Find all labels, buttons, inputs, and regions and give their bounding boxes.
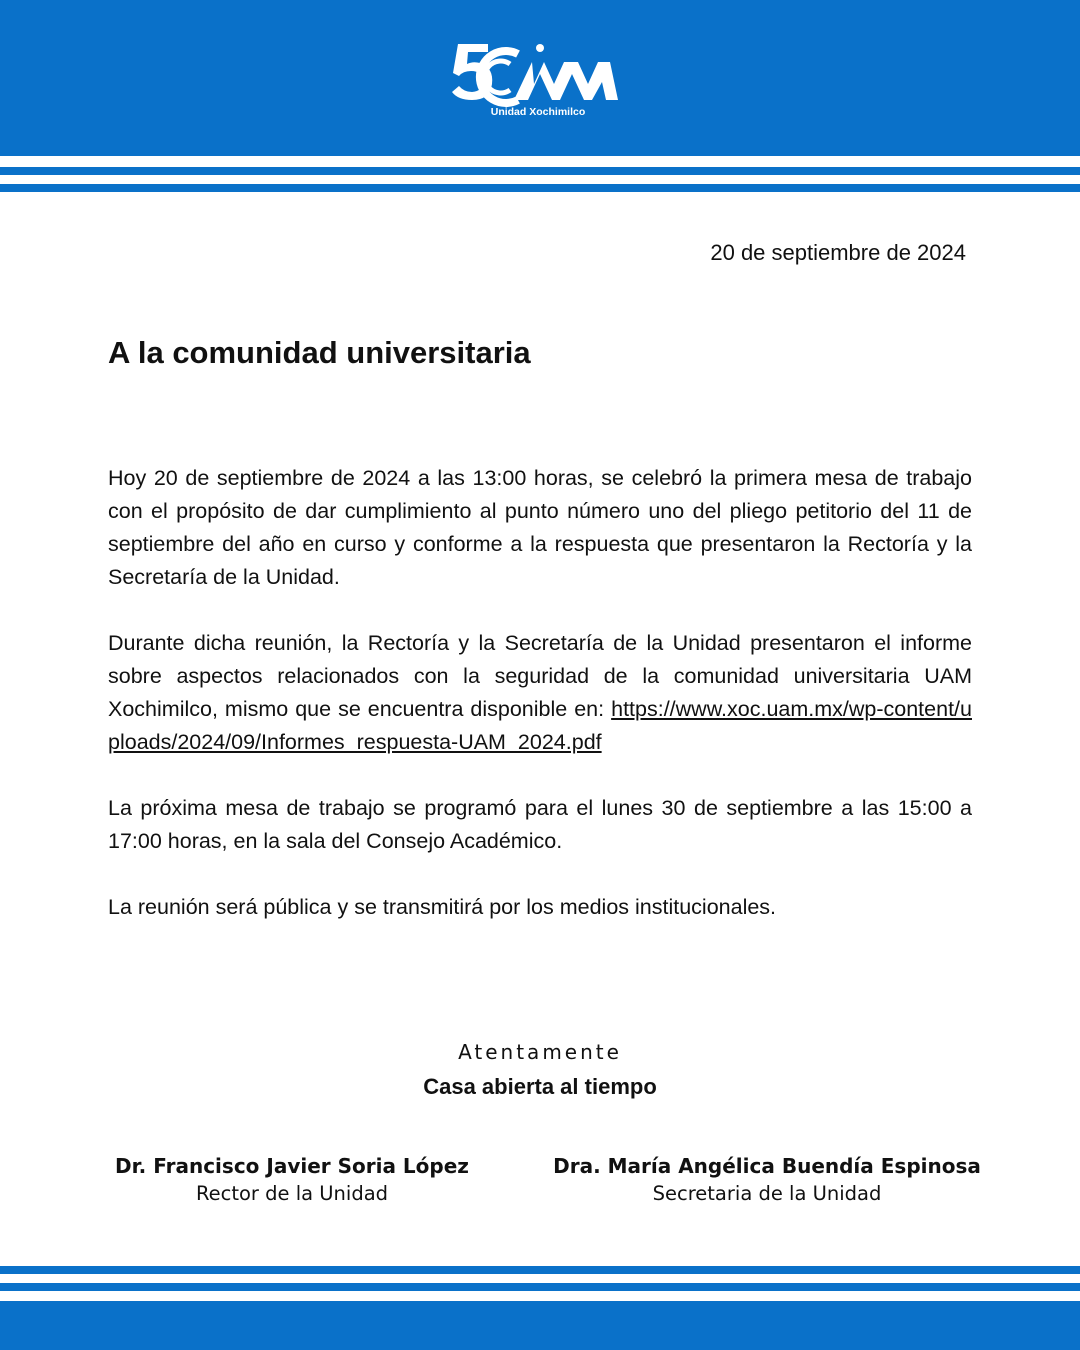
header-banner bbox=[0, 0, 1080, 156]
logo-caption: Unidad Xochimilco bbox=[490, 106, 586, 118]
closing-salutation: Atentamente bbox=[458, 1040, 622, 1064]
signature-rector bbox=[102, 1154, 482, 1205]
top-stripe-1 bbox=[0, 167, 1080, 175]
document-date: 20 de septiembre de 2024 bbox=[710, 240, 966, 265]
signature-role: Rector de la Unidad bbox=[195, 1182, 389, 1205]
signature-role: Secretaria de la Unidad bbox=[652, 1182, 882, 1205]
signature-name: Dra. María Angélica Buendía Espinosa bbox=[553, 1154, 981, 1178]
paragraph-1: Hoy 20 de septiembre de 2024 a las 13:00 horas, se celebró la primera mesa de trabajo con el propósito de dar cumplimiento al punto número uno del pliego petitorio del 11 de septiembre del año en curso y conforme a la respuesta que presentaron la Rectoría y la Secretaría de la Unidad. bbox=[108, 466, 972, 589]
paragraph-2 bbox=[108, 627, 972, 759]
closing-motto: Casa abierta al tiempo bbox=[423, 1074, 657, 1099]
top-stripe-2 bbox=[0, 184, 1080, 192]
signature-name: Dr. Francisco Javier Soria López bbox=[115, 1154, 469, 1178]
uam-logo bbox=[448, 38, 628, 120]
paragraph-2-text: Durante dicha reunión, la Rectoría y la Secretaría de la Unidad presentaron el informe sobre aspectos relacionados con la seguridad de la comunidad universitaria UAM Xochimilco, mismo que se encuentra disponible en: bbox=[108, 631, 972, 721]
document-body bbox=[108, 462, 972, 957]
footer-band bbox=[0, 1301, 1080, 1350]
paragraph-4: La reunión será pública y se transmitirá por los medios institucionales. bbox=[108, 895, 777, 919]
bottom-stripe-2 bbox=[0, 1283, 1080, 1291]
signature-secretaria bbox=[537, 1154, 997, 1205]
paragraph-3: La próxima mesa de trabajo se programó para el lunes 30 de septiembre a las 15:00 a 17:00 horas, en la sala del Consejo Académico. bbox=[108, 796, 972, 853]
bottom-stripe-1 bbox=[0, 1266, 1080, 1274]
document-title: A la comunidad universitaria bbox=[108, 335, 531, 370]
report-link[interactable]: https://www.xoc.uam.mx/wp-content/uploads/2024/09/Informes_respuesta-UAM_2024.pdf bbox=[108, 697, 972, 754]
